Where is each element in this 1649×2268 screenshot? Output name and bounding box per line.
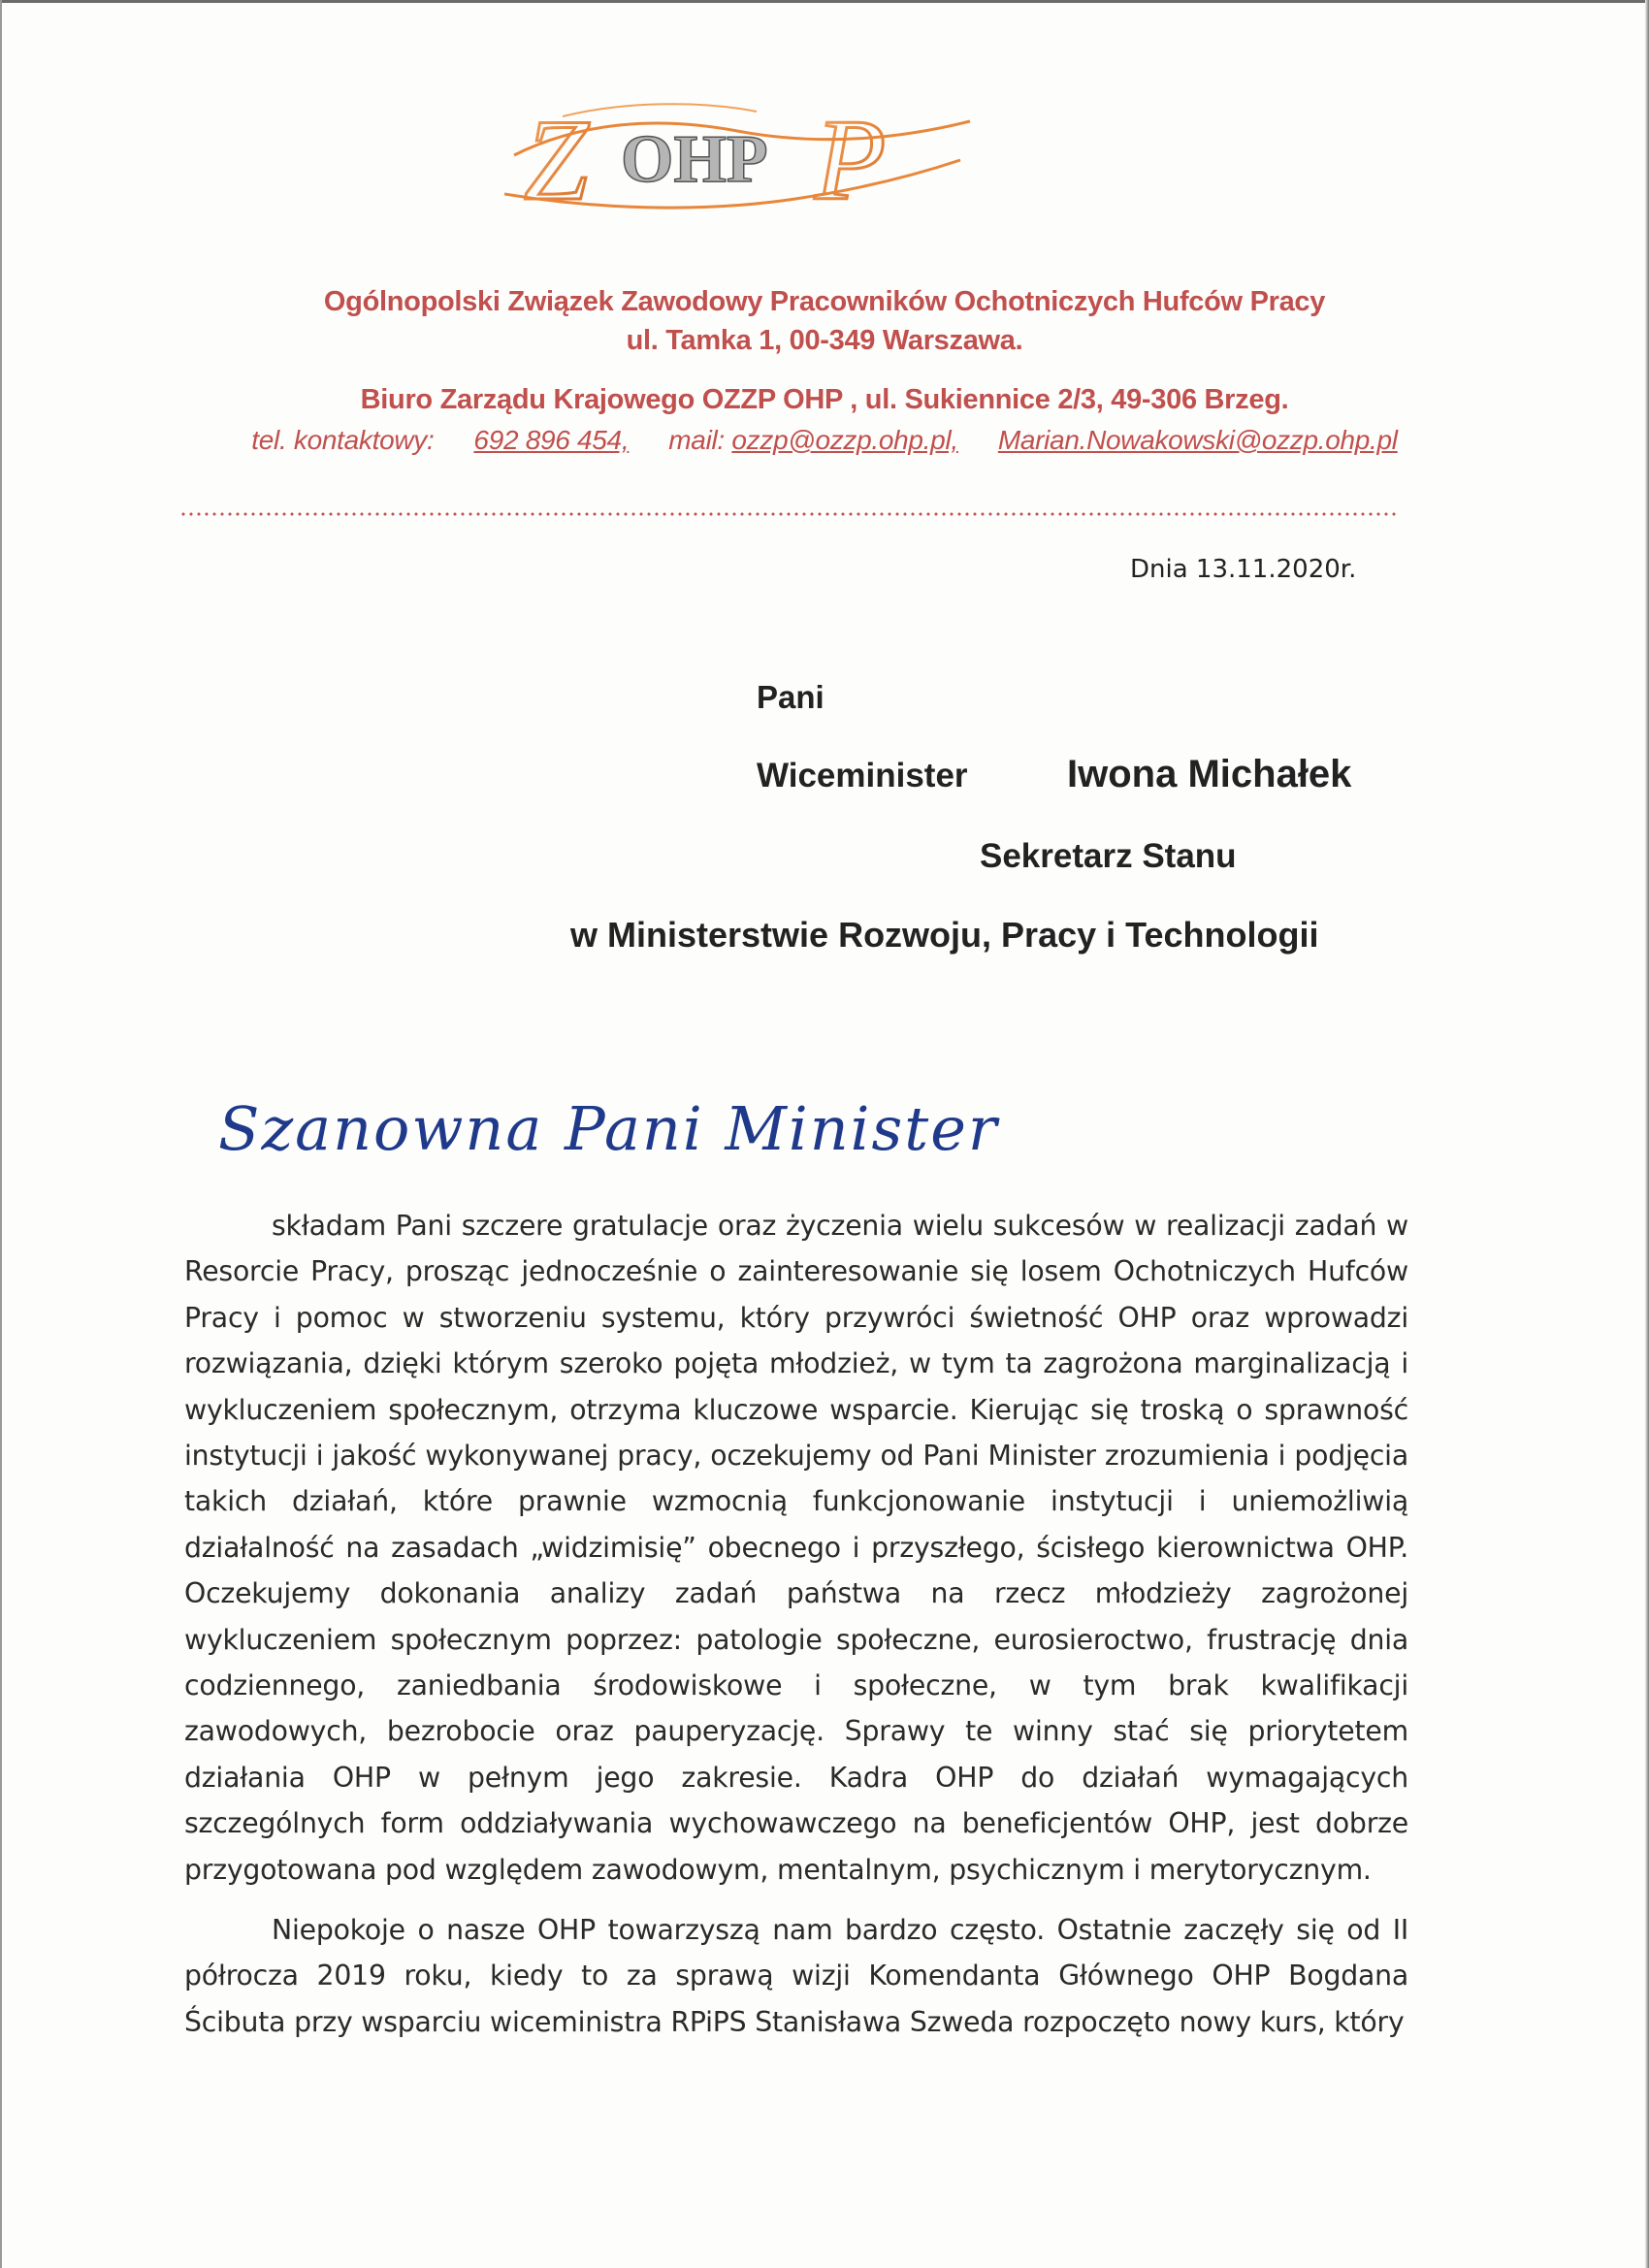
dotted-divider bbox=[179, 511, 1397, 517]
phone-number[interactable]: 692 896 454, bbox=[473, 425, 630, 455]
union-name: Ogólnopolski Związek Zawodowy Pracowników Ochotniczych Hufców Pracy bbox=[323, 286, 1326, 317]
phone-label: tel. kontaktowy: bbox=[251, 425, 435, 455]
ohp-logo bbox=[504, 102, 980, 218]
addressee-salutation: Pani bbox=[757, 679, 824, 715]
office-address: Biuro Zarządu Krajowego OZZP OHP , ul. Sukiennice 2/3, 49-306 Brzeg. bbox=[360, 384, 1289, 415]
paragraph-2-text: Niepokoje o nasze OHP towarzyszą nam bardzo często. Ostatnie zaczęły się od II półrocza 2019 roku, kiedy to za sprawą wizji Komendanta Głównego OHP Bogdana Ścibuta przy wsparciu wiceministra RPiPS Stanisława Szweda rozpoczęto nowy kurs, który bbox=[184, 1914, 1408, 2038]
addressee-title: Wiceminister bbox=[757, 757, 968, 794]
scan-edge-top bbox=[0, 0, 1649, 3]
salutation-text: Szanowna Pani Minister bbox=[218, 1093, 999, 1164]
mail-label: mail: bbox=[668, 425, 725, 455]
paragraph-1-text: składam Pani szczere gratulacje oraz życzenia wielu sukcesów w realizacji zadań w Resorcie Pracy, prosząc jednocześnie o zainteresowanie się losem Ochotniczych Hufców Pracy i pomoc w stworzeniu systemu, który przywróci świetność OHP oraz wprowadzi rozwiązania, dzięki którym szeroko pojęta młodzież, w tym ta zagrożona marginalizacją i wykluczeniem społecznym, otrzyma kluczowe wsparcie. Kierując się troską o sprawność instytucji i jakość wykonywanej pracy, oczekujemy od Pani Minister zrozumienia i podjęcia takich działań, które prawnie wzmocnią funkcjonowanie instytucji i uniemożliwią działalność na zasadach „widzimisię” obecnego i przyszłego, ścisłego kierownictwa OHP. Oczekujemy dokonania analizy zadań państwa na rzecz młodzieży zagrożonej wykluczeniem społecznym poprzez: patologie społeczne, eurosieroctwo, frustrację dnia codziennego, zaniedbania środowiskowe i społeczne, w tym brak kwalifikacji zawodowych, bezrobocie oraz pauperyzację. Sprawy te winny stać się priorytetem działania OHP w pełnym jego zakresie. Kadra OHP do działań wymagających szczególnych form oddziaływania wychowawczego na beneficjentów OHP, jest dobrze przygotowana pod względem zawodowym, mentalnym, psychicznym i merytorycznym. bbox=[184, 1210, 1408, 1886]
letter-paragraph-2 bbox=[184, 1907, 1408, 2045]
union-address: ul. Tamka 1, 00-349 Warszawa. bbox=[626, 325, 1023, 356]
addressee-ministry: w Ministerstwie Rozwoju, Pracy i Technologii bbox=[570, 915, 1319, 955]
scan-edge-right bbox=[1645, 0, 1649, 2268]
letter-paragraph-1 bbox=[184, 1203, 1408, 1893]
handwritten-salutation bbox=[218, 1067, 1072, 1174]
email-link-primary[interactable]: ozzp@ozzp.ohp.pl, bbox=[731, 425, 958, 455]
addressee-name: Iwona Michałek bbox=[1067, 753, 1352, 795]
logo-ornament-left: Z bbox=[524, 102, 589, 218]
email-link-secondary[interactable]: Marian.Nowakowski@ozzp.ohp.pl bbox=[997, 425, 1398, 455]
addressee-position: Sekretarz Stanu bbox=[980, 837, 1237, 875]
logo-ornament-right: P bbox=[815, 102, 887, 218]
scan-edge-left bbox=[0, 0, 2, 2268]
logo-text: OHP bbox=[621, 122, 768, 197]
letter-date: Dnia 13.11.2020r. bbox=[1130, 555, 1357, 584]
contact-line bbox=[175, 425, 1474, 456]
